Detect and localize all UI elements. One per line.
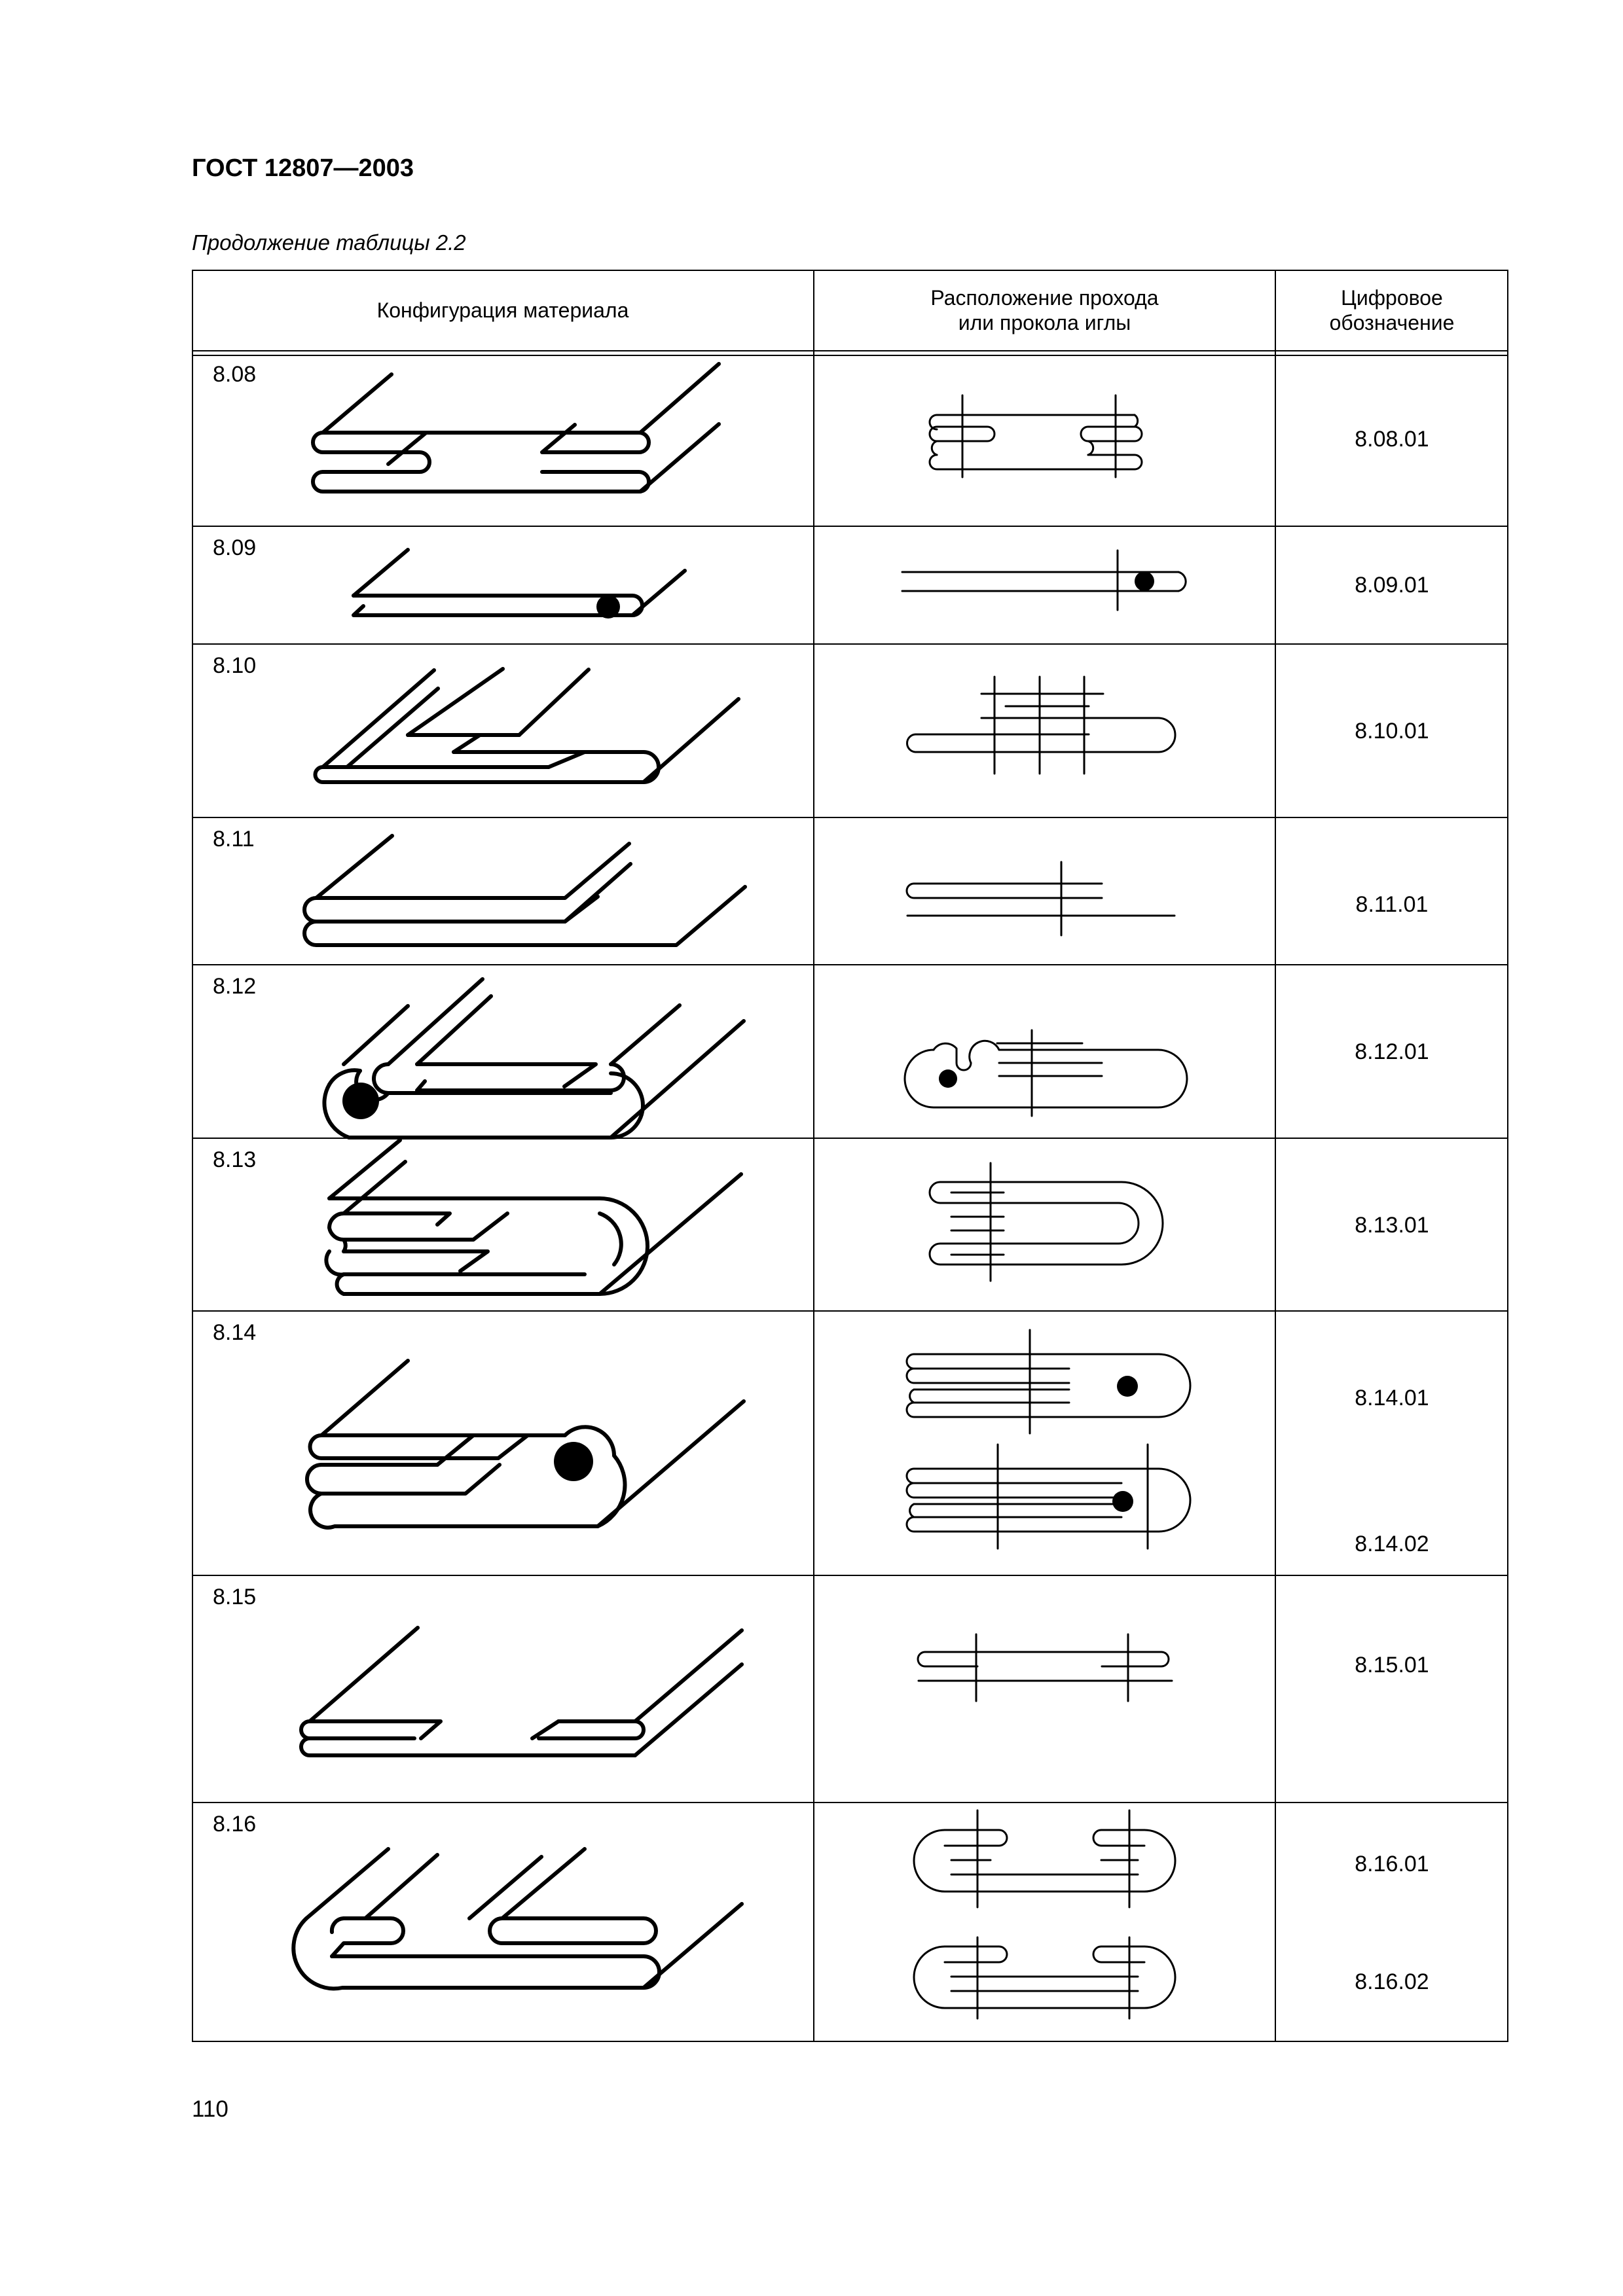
code-8-12-01: 8.12.01 <box>1355 1039 1429 1064</box>
needle-figure-8-16-02 <box>914 1937 1175 2018</box>
needle-figure-8-16-01 <box>914 1810 1175 1907</box>
needle-figure-8-11-01 <box>907 862 1175 935</box>
needle-dot <box>596 595 620 619</box>
row-label-8-16: 8.16 <box>213 1812 257 1837</box>
needle-figure-8-08-01 <box>930 395 1142 477</box>
column-header-configuration: Конфигурация материала <box>376 298 629 322</box>
config-figure-8-08 <box>313 364 719 492</box>
needle-dot <box>1135 571 1154 591</box>
row-label-8-11: 8.11 <box>213 827 255 852</box>
config-figure-8-10 <box>316 669 739 782</box>
needle-dot <box>1117 1376 1138 1397</box>
table-caption: Продолжение таблицы 2.2 <box>192 230 466 255</box>
row-label-8-12: 8.12 <box>213 974 257 999</box>
row-label-8-14: 8.14 <box>213 1320 257 1345</box>
row-label-8-13: 8.13 <box>213 1147 257 1172</box>
code-8-11-01: 8.11.01 <box>1355 892 1429 917</box>
figures-layer <box>192 270 1508 2042</box>
code-8-08-01: 8.08.01 <box>1355 427 1429 452</box>
column-header-code: Цифровое обозначение <box>1329 286 1455 334</box>
seam-table <box>192 270 1508 2042</box>
code-8-14-01: 8.14.01 <box>1355 1386 1429 1410</box>
row-label-8-09: 8.09 <box>213 535 257 560</box>
row-label-8-08: 8.08 <box>213 362 257 387</box>
config-figure-8-15 <box>301 1628 742 1755</box>
config-figure-8-12 <box>324 979 744 1138</box>
needle-dot <box>1112 1491 1133 1512</box>
page-number: 110 <box>192 2096 228 2122</box>
code-8-14-02: 8.14.02 <box>1355 1532 1429 1556</box>
code-8-09-01: 8.09.01 <box>1355 573 1429 598</box>
row-label-8-10: 8.10 <box>213 653 257 678</box>
code-8-16-02: 8.16.02 <box>1355 1969 1429 1994</box>
needle-figure-8-13-01 <box>930 1163 1163 1281</box>
code-8-10-01: 8.10.01 <box>1355 719 1429 744</box>
code-8-13-01: 8.13.01 <box>1355 1213 1429 1238</box>
needle-figure-8-12-01 <box>905 1030 1187 1116</box>
config-figure-8-14 <box>307 1361 744 1528</box>
needle-figure-8-10-01 <box>907 677 1176 774</box>
column-header-needle-position: Расположение прохода или прокола иглы <box>930 286 1159 334</box>
config-figure-8-16 <box>293 1849 742 1988</box>
code-8-16-01: 8.16.01 <box>1355 1852 1429 1876</box>
config-figure-8-09 <box>354 550 685 619</box>
config-figure-8-13 <box>326 1140 741 1294</box>
code-8-15-01: 8.15.01 <box>1355 1653 1429 1677</box>
needle-figure-8-15-01 <box>918 1634 1172 1701</box>
needle-figure-8-14-01 <box>907 1330 1190 1433</box>
config-figure-8-11 <box>304 836 745 945</box>
needle-figure-8-14-02 <box>907 1444 1190 1549</box>
row-label-8-15: 8.15 <box>213 1585 257 1609</box>
needle-figure-8-09-01 <box>902 550 1186 610</box>
needle-dot <box>939 1069 957 1088</box>
doc-title: ГОСТ 12807—2003 <box>192 154 414 182</box>
